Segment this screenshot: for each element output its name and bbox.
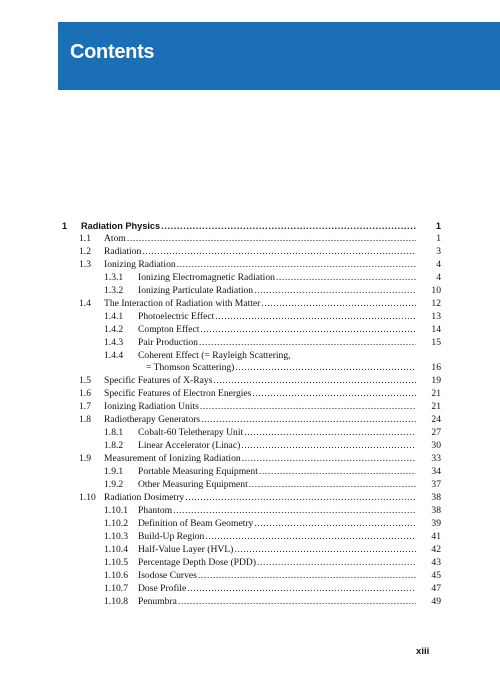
toc-entry-title: Radiation Physics <box>81 221 161 231</box>
dot-leader <box>213 375 416 387</box>
dot-leader <box>142 246 416 258</box>
toc-entry-title: Other Measuring Equipment <box>138 479 248 490</box>
toc-entry-number: 1.2 <box>79 245 91 257</box>
dot-leader <box>198 570 416 582</box>
toc-entry-title: Pair Production <box>138 336 198 348</box>
dot-leader <box>254 285 416 297</box>
toc-entry-page: 14 <box>431 323 441 335</box>
toc-entry-page: 12 <box>431 297 441 309</box>
toc-entry-page: 16 <box>431 362 441 374</box>
dot-leader <box>187 583 416 595</box>
toc-entry-number: 1.4.3 <box>104 336 124 348</box>
toc-entry-title: Radiotherapy Generators <box>104 414 201 426</box>
toc-entry-title: Cobalt-60 Teletherapy Unit <box>138 427 244 439</box>
toc-entry-page: 24 <box>431 414 441 426</box>
toc-entry-number: 1 <box>62 221 68 231</box>
dot-leader <box>177 259 416 271</box>
toc-entry-title: Linear Accelerator (Linac) <box>138 440 241 452</box>
dot-leader <box>276 272 416 284</box>
toc-entry-title: Ionizing Radiation <box>104 258 176 270</box>
dot-leader <box>252 388 416 400</box>
toc-entry-title: Coherent Effect (= Rayleigh Scattering, <box>138 349 291 361</box>
toc-entry-number: 1.10.8 <box>104 595 128 607</box>
toc-entry-title: Atom <box>104 232 126 244</box>
toc-entry-number: 1.10.7 <box>104 582 128 594</box>
toc-entry-number: 1.7 <box>79 401 91 413</box>
dot-leader <box>241 440 416 452</box>
toc-entry-title: Specific Features of Electron Energies <box>104 388 252 400</box>
toc-entry-title: Percentage Depth Dose (PDD) <box>138 556 257 568</box>
toc-entry-number: 1.4.1 <box>104 310 124 322</box>
toc-entry-page: 1 <box>436 232 441 244</box>
toc-entry-page: 47 <box>431 582 441 594</box>
toc-entry-page: 37 <box>431 479 441 490</box>
toc-entry-page: 13 <box>431 310 441 322</box>
toc-entry-page: 4 <box>436 271 441 283</box>
toc-entry-page: 33 <box>431 453 441 465</box>
dot-leader <box>261 298 416 310</box>
toc-entry-page: 38 <box>431 504 441 516</box>
toc-entry-number: 1.6 <box>79 388 91 400</box>
toc-entry-number: 1.4 <box>79 297 91 309</box>
toc-entry-number: 1.10.2 <box>104 517 128 529</box>
dot-leader <box>200 324 416 336</box>
toc-entry-page: 45 <box>431 569 441 581</box>
toc-entry-number: 1.10.6 <box>104 569 128 581</box>
toc-entry-title: Specific Features of X-Rays <box>104 375 213 387</box>
toc-entry-title: Penumbra <box>138 595 177 607</box>
toc-entry-number: 1.3.2 <box>104 284 124 296</box>
toc-entry-page: 10 <box>431 284 441 296</box>
dot-leader <box>249 479 416 491</box>
toc-entry-number: 1.3.1 <box>104 271 124 283</box>
toc-entry-page: 38 <box>431 491 441 503</box>
toc-entry-number: 1.8 <box>79 414 91 426</box>
toc-entry-page: 41 <box>431 530 441 542</box>
dot-leader <box>257 557 416 569</box>
toc-entry-number: 1.8.2 <box>104 440 124 452</box>
toc-entry-title: Portable Measuring Equipment <box>138 466 258 478</box>
toc-entry-number: 1.9 <box>79 453 91 465</box>
toc-entry-number: 1.10 <box>79 491 96 503</box>
dot-leader <box>199 337 416 349</box>
toc-entry-page: 21 <box>431 401 441 413</box>
dot-leader <box>242 453 416 465</box>
page-number: xiii <box>416 646 430 657</box>
dot-leader <box>254 518 416 530</box>
toc-entry-title: Compton Effect <box>138 323 200 335</box>
toc-entry-page: 19 <box>431 375 441 387</box>
toc-entry-title: Ionizing Radiation Units <box>104 401 199 413</box>
toc-entry-page: 49 <box>431 595 441 607</box>
toc-entry-title: Definition of Beam Geometry <box>138 517 254 529</box>
toc-entry-number: 1.9.2 <box>104 479 124 490</box>
toc-entry-title: Dose Profile <box>138 582 187 594</box>
dot-leader <box>259 466 416 478</box>
dot-leader <box>215 311 416 323</box>
dot-leader <box>161 220 416 232</box>
toc-entry-number: 1.10.1 <box>104 504 128 516</box>
toc-entry-number: 1.8.1 <box>104 427 124 439</box>
dot-leader <box>234 544 416 556</box>
toc-entry-page: 39 <box>431 517 441 529</box>
dot-leader <box>127 233 416 245</box>
toc-entry-number: 1.10.4 <box>104 543 128 555</box>
toc-entry-page: 3 <box>436 245 441 257</box>
toc-entry-title: Phantom <box>138 504 173 516</box>
toc-entry-title: Radiation <box>104 245 142 257</box>
toc-entry-page: 1 <box>435 221 441 231</box>
toc-entry-number: 1.5 <box>79 375 91 387</box>
toc-entry-title: Ionizing Electromagnetic Radiation <box>138 271 275 283</box>
toc-entry-number: 1.4.2 <box>104 323 124 335</box>
toc-entry-title: = Thomson Scattering) <box>146 362 235 374</box>
dot-leader <box>173 505 416 517</box>
toc-entry-page: 34 <box>431 466 441 478</box>
toc-entry-title: Measurement of Ionizing Radiation <box>104 453 241 465</box>
toc-entry-title: Ionizing Particulate Radiation <box>138 284 254 296</box>
dot-leader <box>200 401 416 413</box>
toc-entry-number: 1.1 <box>79 232 91 244</box>
page-title: Contents <box>70 41 155 63</box>
toc-entry-page: 21 <box>431 388 441 400</box>
dot-leader <box>235 362 416 374</box>
dot-leader <box>244 427 416 439</box>
toc-entry-title: Build-Up Region <box>138 530 205 542</box>
dot-leader <box>185 492 416 504</box>
toc-entry-title: Radiation Dosimetry <box>104 491 185 503</box>
toc-entry-page: 27 <box>431 427 441 439</box>
toc-entry-number: 1.4.4 <box>104 349 124 361</box>
toc-entry-page: 43 <box>431 556 441 568</box>
toc-entry-title: The Interaction of Radiation with Matter <box>104 297 261 309</box>
toc-entry-page: 42 <box>431 543 441 555</box>
toc-entry-number: 1.10.3 <box>104 530 128 542</box>
toc-entry-title: Photoelectric Effect <box>138 310 215 322</box>
toc-entry-page: 4 <box>436 258 441 270</box>
toc-entry-page: 30 <box>431 440 441 452</box>
dot-leader <box>205 531 416 543</box>
toc-entry-page: 15 <box>431 336 441 348</box>
toc-entry-number: 1.9.1 <box>104 466 124 478</box>
dot-leader <box>201 414 416 426</box>
toc-entry-title: Half-Value Layer (HVL) <box>138 543 234 555</box>
toc-entry-title: Isodose Curves <box>138 569 197 581</box>
dot-leader <box>178 596 416 608</box>
toc-entry-number: 1.3 <box>79 258 91 270</box>
toc-entry-number: 1.10.5 <box>104 556 128 568</box>
